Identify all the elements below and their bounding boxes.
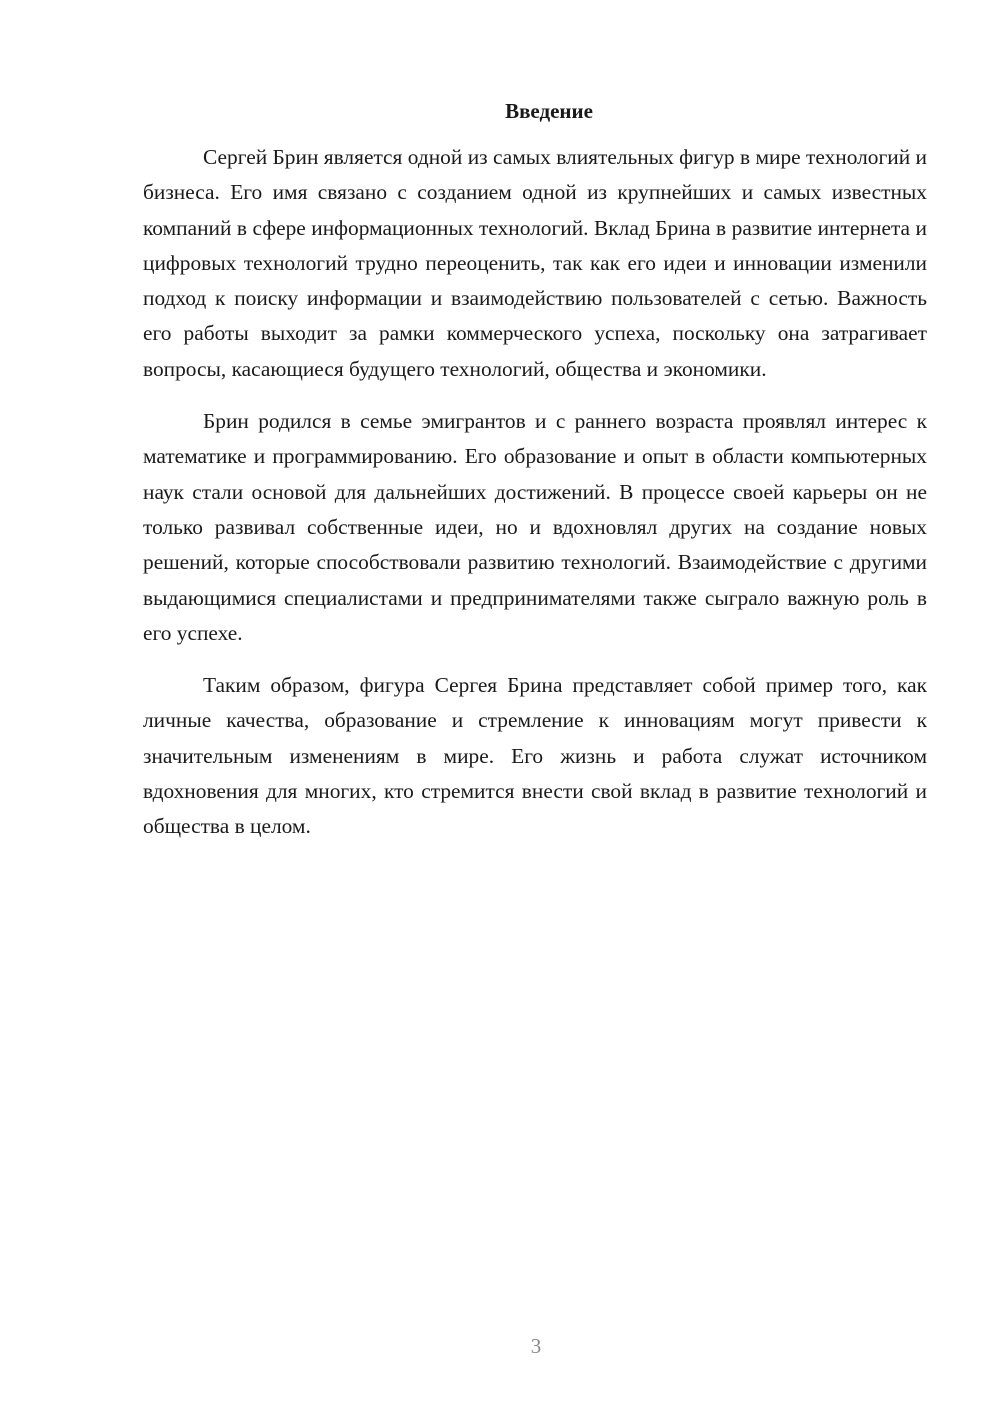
- section-title: Введение: [505, 99, 593, 123]
- paragraph-3: Таким образом, фигура Сергея Брина представляет собой пример того, как личные качества, образование и стремление к инновациям могут привести к значительным изменениям в мире. Его жизнь и работа служат источником вдохновения для многих, кто стремится внести свой вклад в развитие технологий и общества в целом.: [143, 673, 927, 839]
- paragraph-2: Брин родился в семье эмигрантов и с раннего возраста проявлял интерес к математике и программированию. Его образование и опыт в области компьютерных наук стали основой для дальнейших достижений. В процессе своей карьеры он не только развивал собственные идеи, но и вдохновлял других на создание новых решений, которые способствовали развитию технологий. Взаимодействие с другими выдающимися специалистами и предпринимателями также сыграло важную роль в его успехе.: [143, 409, 927, 645]
- page-number: 3: [530, 1334, 542, 1358]
- paragraph-1: Сергей Брин является одной из самых влиятельных фигур в мире технологий и бизнеса. Его имя связано с созданием одной из крупнейших и самых известных компаний в сфере информационных технологий. Вклад Брина в развитие интернета и цифровых технологий трудно переоценить, так как его идеи и инновации изменили подход к поиску информации и взаимодействию пользователей с сетью. Важность его работы выходит за рамки коммерческого успеха, поскольку она затрагивает вопросы, касающиеся будущего технологий, общества и экономики.: [143, 145, 927, 381]
- page-content: [143, 96, 927, 862]
